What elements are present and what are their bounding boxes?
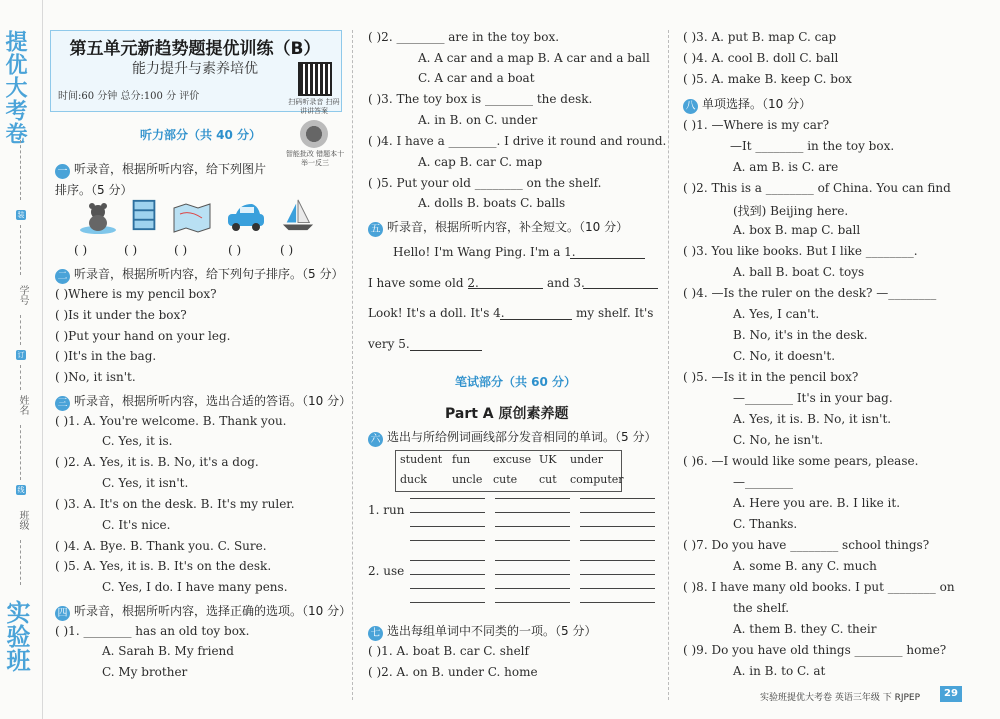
question-2-heading <box>55 265 343 284</box>
stamp-caption: 智能批改 错题本十举一反三 <box>285 150 345 167</box>
question-7-heading <box>368 622 596 641</box>
choice-option: A. ball B. boat C. toys <box>733 265 865 279</box>
brand-logo-bottom: 实验班 <box>2 600 30 672</box>
page-subtitle: 能力提升与素养培优 <box>132 61 258 77</box>
page-title: 第五单元新趋势题提优训练（B） <box>69 39 321 59</box>
word-cell: cute <box>493 473 518 486</box>
choice-item[interactable]: ( )9. Do you have old things ________ home? <box>683 643 947 657</box>
choice-line: —________ <box>733 475 793 489</box>
question-number: 三 <box>55 396 70 411</box>
binding-line <box>20 225 21 275</box>
brand-logo-top: 提优大考卷 <box>2 30 27 145</box>
choice-line: —It ________ in the toy box. <box>730 139 895 153</box>
choice-item[interactable]: ( )1. A. boat B. car C. shelf <box>368 644 529 658</box>
choice-item[interactable]: ( )3. The toy box is ________ the desk. <box>368 92 593 106</box>
choice-option: A. Sarah B. My friend <box>102 644 234 658</box>
listening-heading: 听力部分（共 40 分） <box>140 128 262 142</box>
choice-item[interactable]: ( )5. A. Yes, it is. B. It's on the desk. <box>55 559 272 573</box>
question-1-heading <box>55 160 266 179</box>
picture-answer-bracket[interactable]: ( ) <box>228 243 242 257</box>
example-word: 1. run <box>368 503 405 517</box>
question-number: 五 <box>368 222 383 237</box>
field-label-name: 姓名 <box>17 395 28 415</box>
question-instruction: 听录音，根据所听内容，给下列图片 <box>74 162 267 176</box>
passage-line: Look! It's a doll. It's 4. <box>368 306 505 320</box>
choice-option: A. in B. on C. under <box>418 113 538 127</box>
question-number: 四 <box>55 606 70 621</box>
seal-mark: 线 <box>17 486 25 494</box>
part-a-heading: Part A 原创素养题 <box>445 406 569 422</box>
column-divider <box>352 30 353 700</box>
choice-option: A. Yes, it is. B. No, it isn't. <box>733 412 892 426</box>
choice-option: A. cap B. car C. map <box>418 155 543 169</box>
choice-option: A. Yes, I can't. <box>733 307 820 321</box>
question-6-heading <box>368 428 656 447</box>
choice-line: (找到) Beijing here. <box>733 204 849 218</box>
choice-option: C. Yes, it is. <box>102 434 173 448</box>
picture-answer-bracket[interactable]: ( ) <box>74 243 88 257</box>
word-cell: UK <box>539 453 557 466</box>
field-label-student-number: 学号 <box>17 285 28 305</box>
binding-line <box>20 425 21 480</box>
choice-option: A. them B. they C. their <box>733 622 877 636</box>
binding-line <box>20 365 21 390</box>
picture-answer-bracket[interactable]: ( ) <box>124 243 138 257</box>
page-number: 29 <box>940 686 962 702</box>
question-instruction: 听录音，根据所听内容，补全短文。（10 分） <box>387 220 629 234</box>
picture-answer-bracket[interactable]: ( ) <box>174 243 188 257</box>
binding-line <box>20 315 21 345</box>
question-instruction: 选出与所给例词画线部分发音相同的单词。（5 分） <box>387 430 657 444</box>
passage-line: my shelf. It's <box>576 306 654 320</box>
answer-blank[interactable] <box>570 246 645 259</box>
choice-item[interactable]: ( )1. —Where is my car? <box>683 118 830 132</box>
choice-item[interactable]: ( )2. A. on B. under C. home <box>368 665 538 679</box>
passage-line: I have some old 2. <box>368 276 479 290</box>
boat-icon <box>278 198 318 232</box>
exam-meta: 时间:60 分钟 总分:100 分 评价 <box>58 91 200 102</box>
word-cell: under <box>570 453 603 466</box>
question-number: 八 <box>683 99 698 114</box>
question-instruction: 选出每组单词中不同类的一项。（5 分） <box>387 624 597 638</box>
choice-item[interactable]: ( )7. Do you have ________ school things? <box>683 538 930 552</box>
choice-item[interactable]: ( )4. —Is the ruler on the desk? —________ <box>683 286 937 300</box>
question-number: 六 <box>368 432 383 447</box>
picture-answer-bracket[interactable]: ( ) <box>280 243 294 257</box>
question-3-heading <box>55 392 351 411</box>
binding-line <box>20 140 21 200</box>
word-cell: excuse <box>493 453 532 466</box>
choice-option: C. Thanks. <box>733 517 798 531</box>
word-cell: fun <box>452 453 471 466</box>
sentence-item[interactable]: ( )It's in the bag. <box>55 349 157 363</box>
choice-item[interactable]: ( )6. —I would like some pears, please. <box>683 454 919 468</box>
question-8-heading <box>683 95 811 114</box>
bookshelf-icon <box>124 198 164 232</box>
passage-line: very 5. <box>368 337 410 351</box>
choice-option: A. A car and a map B. A car and a ball <box>418 51 650 65</box>
choice-item[interactable]: ( )2. ________ are in the toy box. <box>368 30 560 44</box>
word-cell: uncle <box>452 473 483 486</box>
field-label-class: 班级 <box>17 510 28 530</box>
word-table <box>395 450 622 492</box>
binding-line <box>20 540 21 585</box>
choice-option: A. am B. is C. are <box>733 160 839 174</box>
choice-item[interactable]: ( )4. A. cool B. doll C. ball <box>683 51 839 65</box>
choice-option: C. Yes, I do. I have many pens. <box>102 580 288 594</box>
word-cell: computer <box>570 473 624 486</box>
seal-mark: 订 <box>17 351 25 359</box>
choice-option: A. dolls B. boats C. balls <box>418 196 566 210</box>
choice-option: C. Yes, it isn't. <box>102 476 189 490</box>
question-instruction: 听录音，根据所听内容，给下列句子排序。（5 分） <box>74 267 344 281</box>
choice-item[interactable]: ( )5. A. make B. keep C. box <box>683 72 852 86</box>
choice-line: —________ It's in your bag. <box>733 391 893 405</box>
question-number: 七 <box>368 626 383 641</box>
smart-grading-icon <box>300 120 328 148</box>
writing-heading: 笔试部分（共 60 分） <box>455 375 577 389</box>
question-5-heading <box>368 218 628 237</box>
example-word: 2. use <box>368 564 405 578</box>
question-instruction: 听录音，根据所听内容，选出合适的答语。（10 分） <box>74 394 352 408</box>
choice-option: B. No, it's in the desk. <box>733 328 868 342</box>
choice-option: C. No, it doesn't. <box>733 349 836 363</box>
choice-item[interactable]: ( )2. A. Yes, it is. B. No, it's a dog. <box>55 455 259 469</box>
seal-mark: 装 <box>17 211 25 219</box>
question-number: 一 <box>55 164 70 179</box>
choice-item[interactable]: ( )3. A. It's on the desk. B. It's my ruler. <box>55 497 295 511</box>
footer-text: 实验班提优大考卷 英语三年级 下 RJPEP <box>760 693 921 703</box>
choice-option: C. My brother <box>102 665 188 679</box>
sentence-item[interactable]: ( )Is it under the box? <box>55 308 187 322</box>
sentence-item[interactable]: ( )Put your hand on your leg. <box>55 329 231 343</box>
choice-item[interactable]: ( )1. ________ has an old toy box. <box>55 624 250 638</box>
choice-item[interactable]: ( )8. I have many old books. I put ________ on <box>683 580 955 594</box>
choice-item[interactable]: ( )5. Put your old ________ on the shelf. <box>368 176 602 190</box>
question-1-heading-cont: 排序。（5 分） <box>55 183 133 197</box>
choice-item[interactable]: ( )2. This is a ________ of China. You can find <box>683 181 951 195</box>
choice-item[interactable]: ( )3. A. put B. map C. cap <box>683 30 837 44</box>
choice-item[interactable]: ( )1. A. You're welcome. B. Thank you. <box>55 414 287 428</box>
choice-item[interactable]: ( )5. —Is it in the pencil box? <box>683 370 859 384</box>
sentence-item[interactable]: ( )Where is my pencil box? <box>55 287 217 301</box>
choice-option: A. some B. any C. much <box>733 559 877 573</box>
choice-option: A. Here you are. B. I like it. <box>733 496 901 510</box>
passage-line: and 3. <box>547 276 585 290</box>
word-cell: cut <box>539 473 557 486</box>
choice-item[interactable]: ( )4. A. Bye. B. Thank you. C. Sure. <box>55 539 267 553</box>
qr-code-icon[interactable] <box>298 62 332 96</box>
question-instruction: 单项选择。（10 分） <box>702 97 812 111</box>
choice-item[interactable]: ( )4. I have a ________. I drive it round and round. <box>368 134 667 148</box>
column-divider <box>668 30 669 700</box>
answer-blank[interactable] <box>468 276 543 289</box>
passage-line: Hello! I'm Wang Ping. I'm a 1. <box>393 245 576 259</box>
question-instruction: 听录音，根据所听内容，选择正确的选项。（10 分） <box>74 604 352 618</box>
choice-option: C. No, he isn't. <box>733 433 824 447</box>
map-icon <box>172 200 212 234</box>
choice-option: C. It's nice. <box>102 518 171 532</box>
choice-option: A. box B. map C. ball <box>733 223 861 237</box>
choice-item[interactable]: ( )3. You like books. But I like ________. <box>683 244 918 258</box>
sentence-item[interactable]: ( )No, it isn't. <box>55 370 136 384</box>
choice-line: the shelf. <box>733 601 790 615</box>
teddy-bear-icon <box>78 200 118 234</box>
word-cell: duck <box>400 473 427 486</box>
choice-option: C. A car and a boat <box>418 71 535 85</box>
question-number: 二 <box>55 269 70 284</box>
qr-caption: 扫码听录音 扫码讲讲答案 <box>288 98 340 115</box>
car-icon <box>226 200 266 234</box>
question-4-heading <box>55 602 351 621</box>
choice-option: A. in B. to C. at <box>733 664 826 678</box>
word-cell: student <box>400 453 443 466</box>
answer-blank[interactable] <box>583 276 658 289</box>
